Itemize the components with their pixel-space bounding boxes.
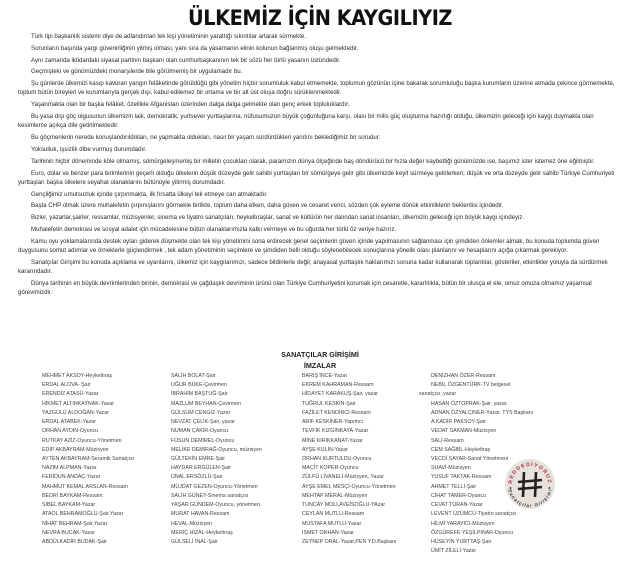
signature-entry: GÜLSÜM CENGİZ-Yazar	[171, 409, 231, 416]
signature-entry: ABDÜLKADİR BUDAK-Şair	[42, 538, 107, 545]
signature-entry: ERDAL ALOVA- Şair	[42, 382, 91, 389]
signature-entry: EDİP AKBAYRAM-Müzisyen	[42, 446, 109, 453]
paragraph: Yoksulluk, işsizlik dibe vurmuş durumdadır.	[31, 145, 147, 153]
signature-entry: VECDİ SAYAR-Sanat Yönetmeni	[431, 455, 509, 462]
paragraph: Türk tipi başkanlık sistemi diye de adlandırılan tek kişi yönetiminin yarattığı sıkıntılar artarak sürmekte.	[31, 33, 307, 40]
paragraph: Gençliğimiz umutsuzluk içinde çırpınmakta, ilk fırsatta ülkeyi tek etmeye can atmaktadır.	[31, 190, 268, 198]
signature-entry: MÜJDAT GEZEN-Oyuncu-Yönetmen	[171, 483, 258, 490]
paragraph: Euro, dolar ve benzer para birimlerinin geçerli olduğu ülkelerin düşük düzeyde gelir sahibi yurttaşları bir sömürgeye gelir gibi ülkemizde keyif sürmeye gelirlerken; düşük ve orta düzeyde gelir sahibi Türkiye Cumhuriyeti yurttaşları başka ülkelere seyahat olanaklarını bütünüyle yitirmiş durumdadır.	[18, 169, 615, 186]
signature-entry: DENİZHAN ÖZER-Ressam	[431, 373, 496, 379]
signature-entry: HEVAL-Müzisyen	[171, 520, 213, 527]
paragraph: Aynı zamanda iktidardaki siyasal partinin başkanı olan cumhurbaşkanının tek bir sözü her türlü yasanın üstündedir.	[31, 56, 341, 64]
signature-entry: NİHAT BEHRAM-Şair,Yazar	[42, 520, 108, 527]
signature-entry: ATAOL BEHRAMOĞLU-Şair,Yazar	[42, 511, 124, 518]
signature-entry: ORHAN AYDIN-Oyuncu	[42, 428, 99, 435]
signature-entry: NAZIM ALPMAN-Yazar	[42, 465, 97, 472]
signature-entry: RUTKAY AZİZ-Oyuncu-Yönetmen	[42, 437, 122, 444]
signature-entry: İSMET ORHAN-Yazar	[302, 529, 354, 536]
signature-entry: MERİÇ HIZAL-Heykeltıraş	[171, 529, 233, 536]
signature-entry: BARIŞ İNCE-Yazar	[302, 373, 348, 379]
signature-entry: FÜSUN DEMİREL-Oyuncu	[171, 437, 235, 444]
signature-entry: AHMET TELLİ-Şair	[431, 483, 477, 490]
paragraph: Sanatçılar Girişimi bu konuda açıklama ve uyarılarını, ülkemiz için kaygılarımızı, sadece bildirilerle değil; anayasal yurttaşlık haklarımızı sonuna kadar kullanarak toplantılar, gösteriler, etkinlikler yoluyla da sürdürmek kararındadır.	[18, 258, 608, 276]
signature-entry: HİDAYET KARAKUŞ-Şair, yazar	[302, 391, 379, 398]
paragraph: Bu yasa dışı göç olgusunun ülkemizin laik, demokratik, yurtsever yurttaşlarına, nüfusumuzun büyük çoğunluğuna karşı, olası bir milis güç oluşturma hazırlığı olduğu, ülkemizin geleceği için kaygı duymakta olan kesimlerce açıkça dile getirilmektedir.	[18, 113, 594, 130]
signature-entry: A.KADİR PAKSOY-Şair	[431, 419, 486, 426]
signature-entry: ZÜLFÜ LİVANELİ-Müzisyen, Yazar	[302, 474, 384, 481]
signature-entry: TUNCAY MOLLAVEİSOĞLU-YAzar	[302, 502, 386, 509]
signature-entry: HAYDAR ERGÜLEN-Şair	[171, 465, 231, 472]
paragraph: Kamu oyu yoklamalarında destek oyları giderek düşmekte olan tek kişi yönetimini sona erdirecek genel seçimlerin güven içinde yapılmasının sağlanması için şimdiden önlemler almak, bu konuda toplumda güven duygusunu somut adımlar ve örneklerle güçlendirmek , tek adam yönetiminin seçimlere ve şimdiden belli olduğu söylenebilecek sonuçlarına yönelik olası planlarını ve hesaplarını açığa çıkarmak gerekiyor.	[18, 237, 600, 255]
signature-entry: MAHMUT KEMAL ARSLAN-Ressam	[42, 483, 128, 490]
hashtag-seal-icon	[504, 458, 556, 510]
signature-entry: ERDAL ATABEK-Yazar	[42, 419, 96, 426]
reddediyoruz-badge-logo	[504, 458, 556, 510]
signature-entry: HİKMET ALTINKAYNAK-Yazar	[42, 400, 115, 407]
signature-entry: SALİ-Ressam	[431, 437, 464, 444]
signature-entry: MİNE KIRIKKANAT-Yazar	[302, 437, 363, 444]
svg-text:Sanatçılar Girişimi: Sanatçılar Girişimi	[507, 488, 553, 509]
signature-entry: AYŞE KULİN-Yazar	[302, 446, 349, 453]
signature-entry: YUSUF TAKTAK-Ressam	[431, 474, 492, 481]
signature-entry: MEHTAP MERAL-Müzisyen	[302, 492, 368, 499]
paragraph: Geçmişteki ve günümüzdeki monarşilerde bile görülmemiş bir uygulamadır bu.	[31, 68, 243, 76]
signature-entry: CEYLAN MUTLU-Ressam	[302, 511, 365, 518]
signature-entry: YAZGÜLÜ ALDOĞAN-Yazar	[42, 409, 109, 416]
signature-entry: TUĞRUL KESKİN-Şair	[302, 400, 356, 407]
signature-entry: ORHAN KURTULDU-Oyuncu	[302, 455, 372, 462]
signature-entry: ÜNAL ERSÖZLÜ-Şair	[171, 474, 223, 481]
signature-entry: CEVAT TURAN-Yazar	[431, 502, 483, 509]
org-heading: SANATÇILAR GİRİŞİMİ	[281, 350, 359, 359]
signature-entry: ÖZGÜREFE YEŞİLPINAR-Oyuncu	[431, 529, 514, 536]
signature-entry: NEBİL ÖZGENTÜRK-TV belgesel	[431, 382, 511, 389]
signature-entry: NEVRA BUCAK-Yazar	[42, 529, 95, 536]
document-title: ÜLKEMİZ İÇİN KAYGILIYIZ	[187, 6, 452, 30]
signature-entry: SUAVİ-Müzisyen	[431, 465, 471, 472]
signature-entry: SİBEL BAYKAM-Yazar	[42, 502, 96, 509]
signature-entry: AYTEN AKBAYRAM-Seramik Sanatçısı	[42, 455, 135, 462]
signature-entry: NUMAN ÇAKIR-Oyuncu	[171, 428, 229, 435]
signature-entry: HİLMİ YARAYICI-Müzisyen	[431, 520, 495, 527]
paragraph: Muhalefetin demokrasi ve sosyal adalet için mücadelesine bütün olanaklarımızla katkı vermeye ve bu uğurda her türlü öz veriye hazırız.	[31, 226, 397, 234]
signature-entry: UĞUR BÜKE-Çevirmen	[171, 382, 227, 389]
paragraph: Bizler, yazarlar,şairler, ressamlar, müzisyenler, sinema ve tiyatro sanatçıları, heykeltıraşlar, sanat ve kültürün her dalından sanat insanları, ülkemizin geleceği için büyük kaygı içindeyiz.	[31, 214, 525, 222]
signature-entry: CİHAT TAMER-Oyuncu	[431, 492, 486, 499]
signature-entry: TEVFİK KIZGINKAYA-Yazar	[302, 428, 369, 435]
signature-entry: EKREM KAHRAMAN-Ressam	[302, 382, 374, 389]
signature-entry: MUSTAFA MUTLU-Yazar	[302, 520, 362, 527]
signature-entry: LEVENT ÜZÜMCÜ-Tiyatro sanatçısı	[431, 511, 517, 518]
signature-entry: ADNAN ÖZYALÇINER-Yazar. TYS Başkanı	[431, 409, 534, 416]
paragraph: Bu göçmenlerin nerede konuşlandırıldıkları, ne yapmakta oldukları, nasıl bir yaşam sürdürdükleri yanıtını beklediğimiz bir sorudur.	[31, 134, 381, 142]
signature-entry: SALİH BOLAT-Şair	[171, 373, 216, 379]
signature-entry: MELİKE DEMİRAĞ-Oyuncu, müzisyen	[171, 446, 262, 453]
signature-entry: CEM SAĞBİL-Heykeltraş	[431, 446, 491, 453]
document-body	[18, 32, 618, 300]
signatures-heading: İMZALAR	[303, 361, 337, 370]
signature-entry: İBRAHİM BAŞTUĞ-Şair	[171, 391, 228, 398]
signature-entry: SALİH GÜNEY-Sinema sanatçısı	[171, 492, 249, 499]
paragraph: Yaşanmakta olan bir başka felâket, özellikle Afganistan üzerinden dalga dalga gelmekte olan genç erkek topluluklardır.	[31, 101, 350, 109]
signature-entry: VEDAT SAKMAN-Müzisyen	[431, 428, 497, 435]
signature-entry: ÜMİT ZİLELİ-Yazar	[431, 548, 477, 555]
signature-entry: GÜLSELİ İNAL-Şair	[171, 538, 218, 545]
signature-entry: FAZİLET KENDİRCİ-Ressam	[302, 409, 371, 416]
signature-entry: AYŞE EMEL MESÇİ-Oyuncu-Yönetmen	[302, 483, 396, 490]
signature-entry: ZEYNEP ORAL-Yazar,PEN Y.D.Başkanı	[302, 538, 397, 545]
signature-entry: MAZLUM BEYHAN-Çevirmen	[171, 400, 242, 407]
signature-entry: FERİDUN ANDAÇ-Yazar	[42, 474, 101, 481]
signature-entry: YAŞAR GÜNDEM-Oyuncu, yönetmen.	[171, 502, 262, 509]
signature-entry: ERENDİZ ATASÜ-Yazar	[42, 391, 99, 398]
paragraph: Tarihinin hiçbir döneminde köle olmamış, sömürgeleşmemiş bir milletin çocukları olarak, paramızın dünya ölçeğinde baş döndürücü bir hızla değer kaybettiği günümüzde ise, başımız ister istemez öne eğilmiştir.	[31, 157, 595, 165]
signature-entry: NEVZAT ÇELİK-Şair, yazar	[171, 419, 235, 426]
signature-entry: HÜSEYİN YURTTAŞ-Şair	[431, 538, 492, 545]
signature-entry: MACİT KOPER-Oyuncu	[302, 465, 359, 472]
signature-entry: HASAN ÖZTOPRAK-Şair, yazar.	[431, 400, 508, 407]
paragraph: Sorunların başında yargı güvenirliğinin yitmiş olması, yanı sıra da yasamanın elinin kolunun bağlanmış oluşu gelmektedir.	[31, 44, 359, 52]
paragraph: Başta CHP olmak üzere muhalefetin çırpınışlarını görmekle birlikte, toplum daha etken, daha güven ve cesaret verici, sözden çok eyleme dönük etkinliklerin beklentisi içindedir.	[31, 202, 504, 210]
signature-entry: BEDRİ BAYKAM-Ressam	[42, 492, 103, 499]
signature-entry: GÜLTEKİN EMRE-Şair	[171, 455, 226, 462]
paragraph: Dünya tarihinin en büyük devrimlerinden birinin, demokrasi ve çağdaşlık devriminin ürünü olan Türkiye Cumhuriyetini korumak için cesaretle, kararlılıkla, bütün bir ulusça el ele, omuz omuza olmamız yaşamsal görevimizdir.	[18, 280, 592, 297]
signature-entry: MURAT HAVAN-Ressam	[171, 511, 230, 518]
signature-entry: ARİF KESKİNER-Yapımcı	[302, 419, 364, 426]
svg-text:REDDEDİYORUZ: REDDEDİYORUZ	[507, 461, 553, 485]
signature-entry: sanatçısı, yazar	[419, 391, 457, 398]
signature-entry: MEHMET AKSOY-Heykeltıraş	[42, 373, 113, 379]
paragraph: Şu günlerde ülkemizi kasıp kavuran yangın felâketinde görüldüğü gibi yönetim hiçbir sorumluluk kabul etmemekte, toplumun gözünün içine bakarak sorumluluğu başka kurumların üzerine atmada çekince görmemekte, toplum bütün bireyleri ve kurumlarıyla gerçek dışı, kabul edilemez bir ortama ve bir alt üst oluşa doğru sürüklenmektedir.	[18, 80, 615, 97]
